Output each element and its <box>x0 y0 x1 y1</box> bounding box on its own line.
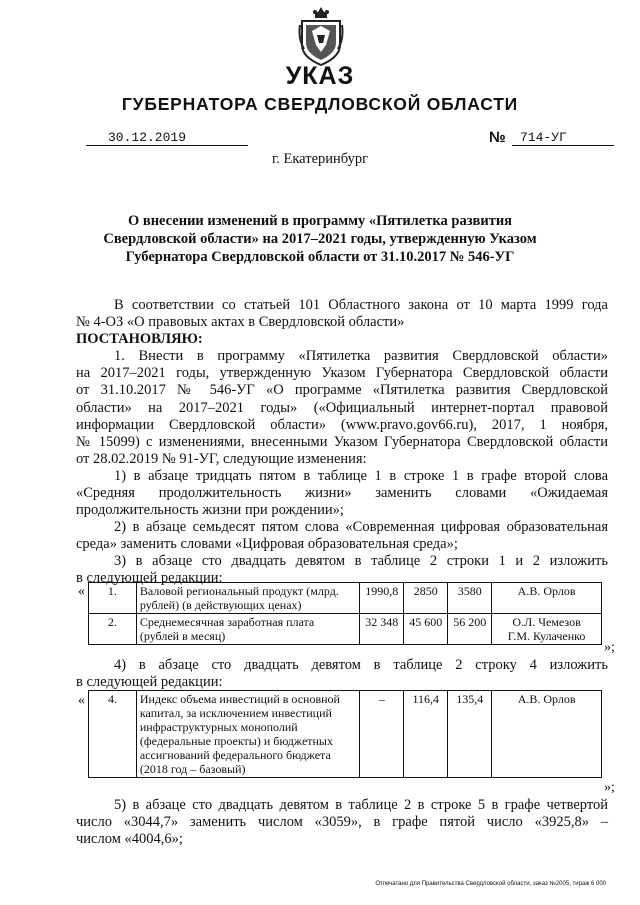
row-number: 4. <box>89 691 137 778</box>
document-type-title: УКАЗ <box>285 62 355 90</box>
opening-quote: « <box>78 584 85 599</box>
text-line: В соответствии со статьей 101 Областного закона от 10 марта 1999 года <box>114 297 608 313</box>
text-line: 1. Внести в программу «Пятилетка развития Свердловской области» <box>114 348 608 364</box>
text-line: на 2017–2021 годы, утвержденную Указом Губернатора Свердловской области <box>76 365 608 382</box>
coat-of-arms-emblem <box>298 5 344 69</box>
text-line: 5) в абзаце сто двадцать девятом в таблице 2 в строке 5 в графе четвертой <box>114 797 608 813</box>
value-cell: 116,4 <box>404 691 448 778</box>
text-line: области» на 2017–2021 годы» («Официальный интернет-портал правовой <box>76 399 608 416</box>
decree-word: ПОСТАНОВЛЯЮ: <box>76 331 203 347</box>
responsible-person: О.Л. Чемезов <box>512 615 581 629</box>
subitem-5-paragraph <box>76 797 608 849</box>
subitem-2-paragraph <box>76 519 608 553</box>
number-label: № <box>489 129 506 146</box>
text-line: продолжительность жизни при рождении»; <box>76 502 344 519</box>
text-line: в следующей редакции: <box>76 674 223 691</box>
text-line: «Средняя продолжительность жизни» заменить словами «Ожидаемая <box>76 485 608 502</box>
text-line: в следующей редакции: <box>76 570 223 587</box>
decree-number: 714-УГ <box>512 130 614 146</box>
row-number: 2. <box>89 614 137 645</box>
decree-date: 30.12.2019 <box>86 130 248 146</box>
value-cell: 45 600 <box>404 614 448 645</box>
text-line: информации Свердловской области» (www.pravo.gov66.ru), 2017, 1 ноября, <box>76 416 608 433</box>
subitem-1-paragraph <box>76 468 608 520</box>
value-cell: 135,4 <box>448 691 492 778</box>
city: г. Екатеринбург <box>271 151 369 167</box>
intro-paragraph <box>76 297 608 331</box>
text-line: число «3044,7» заменить числом «3059», в графе пятой число «3925,8» – <box>76 814 608 831</box>
table-2 <box>88 690 602 778</box>
text-line: № 4-ОЗ «О правовых актах в Свердловской области» <box>76 314 405 331</box>
indicator-name: Среднемесячная заработная плата (рублей в месяц) <box>136 614 359 645</box>
value-cell: 2850 <box>404 583 448 614</box>
closing-quote: »; <box>604 780 615 795</box>
text-line: числом «4004,6»; <box>76 831 183 848</box>
row-number: 1. <box>89 583 137 614</box>
issuer-title: ГУБЕРНАТОРА СВЕРДЛОВСКОЙ ОБЛАСТИ <box>121 94 519 114</box>
responsible-persons <box>492 614 602 645</box>
text-line: № 15099) с изменениями, внесенными Указом Губернатора Свердловской области <box>76 434 608 451</box>
table-row <box>89 583 602 614</box>
value-cell: 56 200 <box>448 614 492 645</box>
text-line: 2) в абзаце семьдесят пятом слова «Современная цифровая образовательная <box>114 519 608 535</box>
closing-quote: »; <box>604 640 615 655</box>
text-line: от 31.10.2017 № 546-УГ «О программе «Пятилетка развития Свердловской <box>76 382 608 399</box>
decree-heading: О внесении изменений в программу «Пятилетка развития Свердловской области» на 2017–2021 годы, утвержденную Указом Губернатора Свердловской области от 31.10.2017 № 546-УГ <box>103 213 537 265</box>
subitem-4-paragraph <box>76 657 608 691</box>
value-cell: 3580 <box>448 583 492 614</box>
text-line: 4) в абзаце сто двадцать девятом в таблице 2 строку 4 изложить <box>114 657 608 673</box>
value-cell: – <box>360 691 404 778</box>
text-line: 1) в абзаце тридцать пятом в таблице 1 в строке 1 в графе второй слова <box>114 468 608 484</box>
table-1 <box>88 582 602 645</box>
value-cell: 1990,8 <box>360 583 404 614</box>
indicator-name: Валовой региональный продукт (млрд. рублей) (в действующих ценах) <box>136 583 359 614</box>
print-footer: Отпечатано для Правительства Свердловской области, заказ №2005, тираж 6 000 <box>375 881 606 887</box>
table-row <box>89 691 602 778</box>
responsible-person: Г.М. Кулаченко <box>507 629 586 643</box>
text-line: 3) в абзаце сто двадцать девятом в таблице 2 строки 1 и 2 изложить <box>114 553 608 569</box>
opening-quote: « <box>78 693 85 708</box>
value-cell: 32 348 <box>360 614 404 645</box>
indicator-name: Индекс объема инвестиций в основной капитал, за исключением инвестиций инфраструктурных монополий (федеральные проекты) и бюджетных ассигнований федерального бюджета (2018 год – базовый) <box>136 691 360 778</box>
table-row <box>89 614 602 645</box>
responsible-person: А.В. Орлов <box>492 691 602 778</box>
item-1-paragraph <box>76 348 608 468</box>
text-line: от 28.02.2019 № 91-УГ, следующие изменения: <box>76 451 367 468</box>
text-line: среда» заменить словами «Цифровая образовательная среда»; <box>76 536 458 553</box>
responsible-person: А.В. Орлов <box>492 583 602 614</box>
